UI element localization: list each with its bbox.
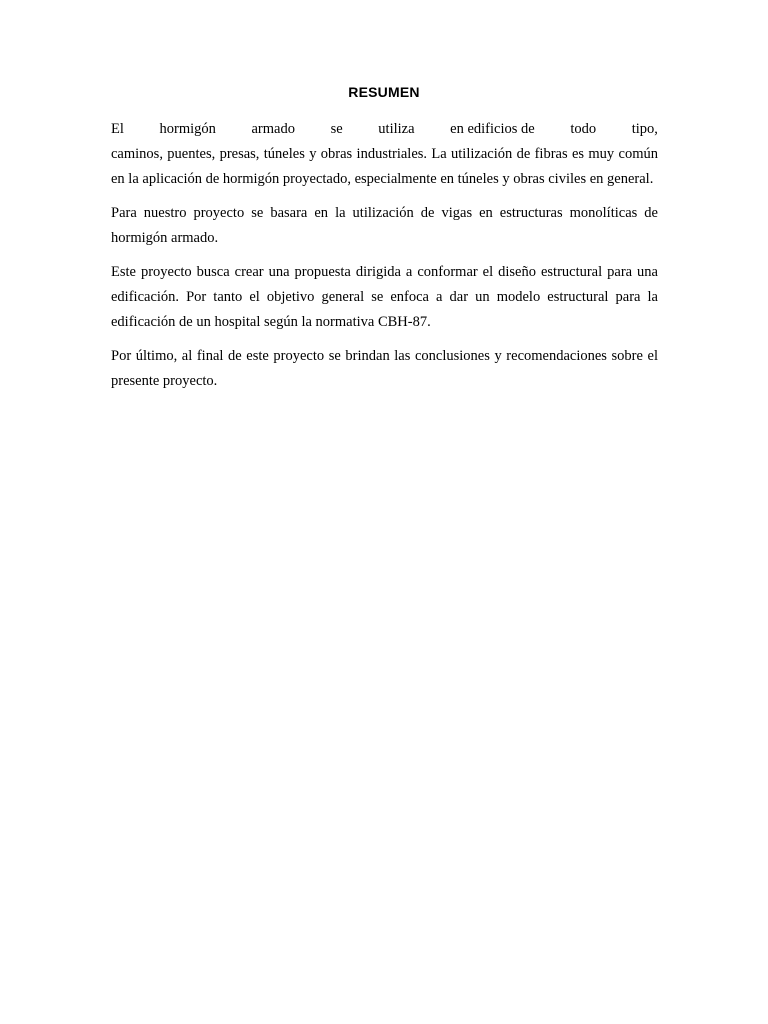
word: armado xyxy=(251,121,295,137)
document-title: RESUMEN xyxy=(348,84,420,100)
paragraph-1 xyxy=(111,117,658,192)
paragraph-1-first-line xyxy=(111,117,658,142)
word: en edificios de xyxy=(450,121,535,137)
paragraph-4: Por último, al final de este proyecto se brindan las conclusiones y recomendaciones sobre el presente proyecto. xyxy=(111,348,658,389)
document-body xyxy=(111,117,658,403)
paragraph-1-rest: caminos, puentes, presas, túneles y obras industriales. La utilización de fibras es muy común en la aplicación de hormigón proyectado, especialmente en túneles y obras civiles en general. xyxy=(111,146,658,187)
word: se xyxy=(330,121,343,137)
paragraph-3: Este proyecto busca crear una propuesta dirigida a conformar el diseño estructural para una edificación. Por tanto el objetivo general se enfoca a dar un modelo estructural para la edificación de un hospital según la normativa CBH-87. xyxy=(111,264,658,330)
word: hormigón xyxy=(159,121,216,137)
word: El xyxy=(111,121,124,137)
word: utiliza xyxy=(378,121,415,137)
paragraph-2: Para nuestro proyecto se basara en la utilización de vigas en estructuras monolíticas de hormigón armado. xyxy=(111,205,658,246)
word: tipo, xyxy=(631,121,658,137)
word: todo xyxy=(570,121,597,137)
